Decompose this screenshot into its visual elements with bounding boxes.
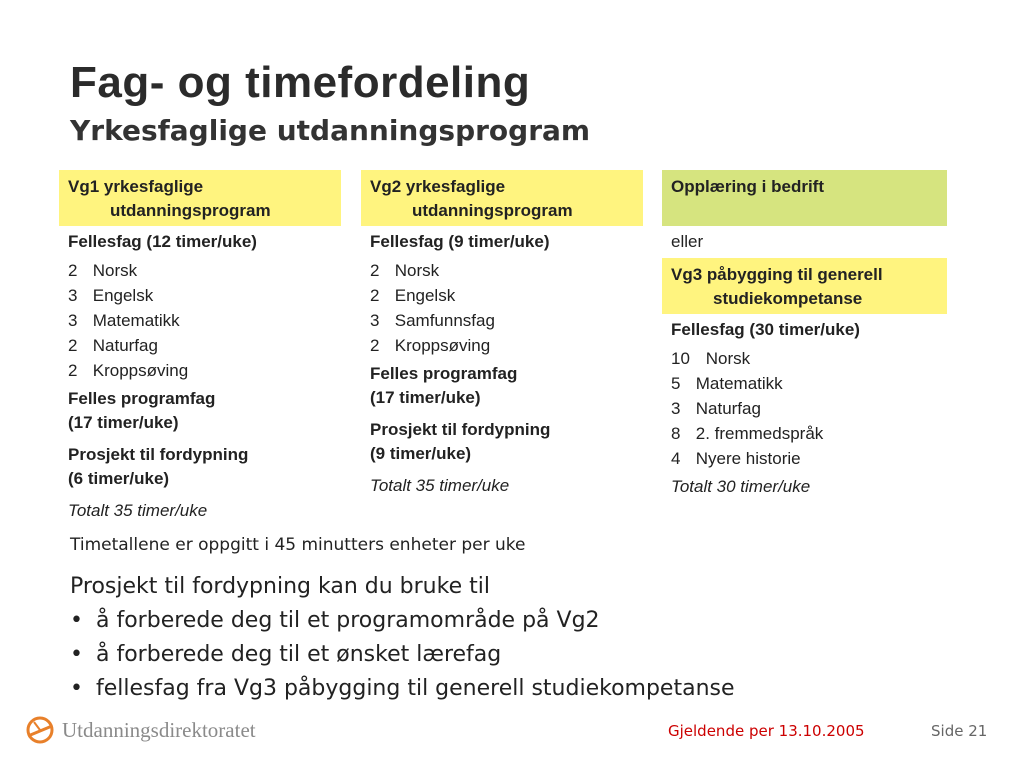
bullet-item: • fellesfag fra Vg3 påbygging til generell studiekompetanse [70, 676, 735, 701]
subject-row: 2 Engelsk [370, 286, 456, 305]
subject-row: 3 Naturfag [671, 399, 761, 418]
subject-row: 3 Engelsk [68, 286, 154, 305]
subject-row: 10 Norsk [671, 349, 751, 368]
subject-row: 2 Naturfag [68, 336, 158, 355]
subject-row: 2 Kroppsøving [370, 336, 491, 355]
column-header-vg3 [662, 258, 947, 314]
prosjekt-heading: Prosjekt til fordypning (6 timer/uke) [68, 445, 249, 488]
subject-row: 3 Matematikk [68, 311, 180, 330]
bullet-item: • å forberede deg til et ønsket lærefag [70, 642, 502, 667]
header-line-2: utdanningsprogram [412, 201, 573, 220]
footer-logo [24, 714, 256, 746]
hours-note: Timetallene er oppgitt i 45 minutters enheter per uke [70, 535, 526, 555]
programfag-heading: Felles programfag (17 timer/uke) [370, 364, 518, 407]
header-line-2: utdanningsprogram [110, 201, 271, 220]
header-line-1: Vg1 yrkesfaglige [68, 177, 204, 196]
subject-row: 4 Nyere historie [671, 449, 801, 468]
programfag-heading: Felles programfag (17 timer/uke) [68, 389, 216, 432]
column-vg2 [361, 170, 643, 498]
slide-subtitle: Yrkesfaglige utdanningsprogram [70, 114, 591, 147]
fellesfag-heading: Fellesfag (9 timer/uke) [370, 232, 550, 251]
fellesfag-heading: Fellesfag (30 timer/uke) [671, 320, 860, 339]
prosjekt-heading: Prosjekt til fordypning (9 timer/uke) [370, 420, 551, 463]
subject-row: 8 2. fremmedspråk [671, 424, 824, 443]
total-hours: Totalt 30 timer/uke [671, 477, 811, 496]
column-vg3 [662, 170, 947, 499]
eller-text: eller [671, 232, 704, 251]
footer-date: Gjeldende per 13.10.2005 [668, 722, 865, 740]
column-vg1 [59, 170, 341, 523]
header-line-1: Vg3 påbygging til generell [671, 265, 883, 284]
page-number: Side 21 [931, 722, 988, 740]
column-header-vg2 [361, 170, 643, 226]
subject-row: 2 Norsk [370, 261, 440, 280]
subject-row: 5 Matematikk [671, 374, 783, 393]
bullet-item: • å forberede deg til et programområde på Vg2 [70, 608, 600, 633]
body-intro: Prosjekt til fordypning kan du bruke til [70, 574, 490, 599]
subject-row: 2 Kroppsøving [68, 361, 189, 380]
column-header-bedrift: Opplæring i bedrift [662, 170, 947, 226]
subject-row: 2 Norsk [68, 261, 138, 280]
total-hours: Totalt 35 timer/uke [370, 476, 510, 495]
subject-row: 3 Samfunnsfag [370, 311, 495, 330]
slide-title: Fag- og timefordeling [70, 58, 531, 107]
column-header-vg1 [59, 170, 341, 226]
logo-icon [24, 714, 56, 746]
header-line-2: studiekompetanse [713, 289, 863, 308]
fellesfag-heading: Fellesfag (12 timer/uke) [68, 232, 257, 251]
total-hours: Totalt 35 timer/uke [68, 501, 208, 520]
logo-text: Utdanningsdirektoratet [62, 717, 256, 742]
header-line-1: Vg2 yrkesfaglige [370, 177, 506, 196]
body-text [70, 570, 735, 706]
